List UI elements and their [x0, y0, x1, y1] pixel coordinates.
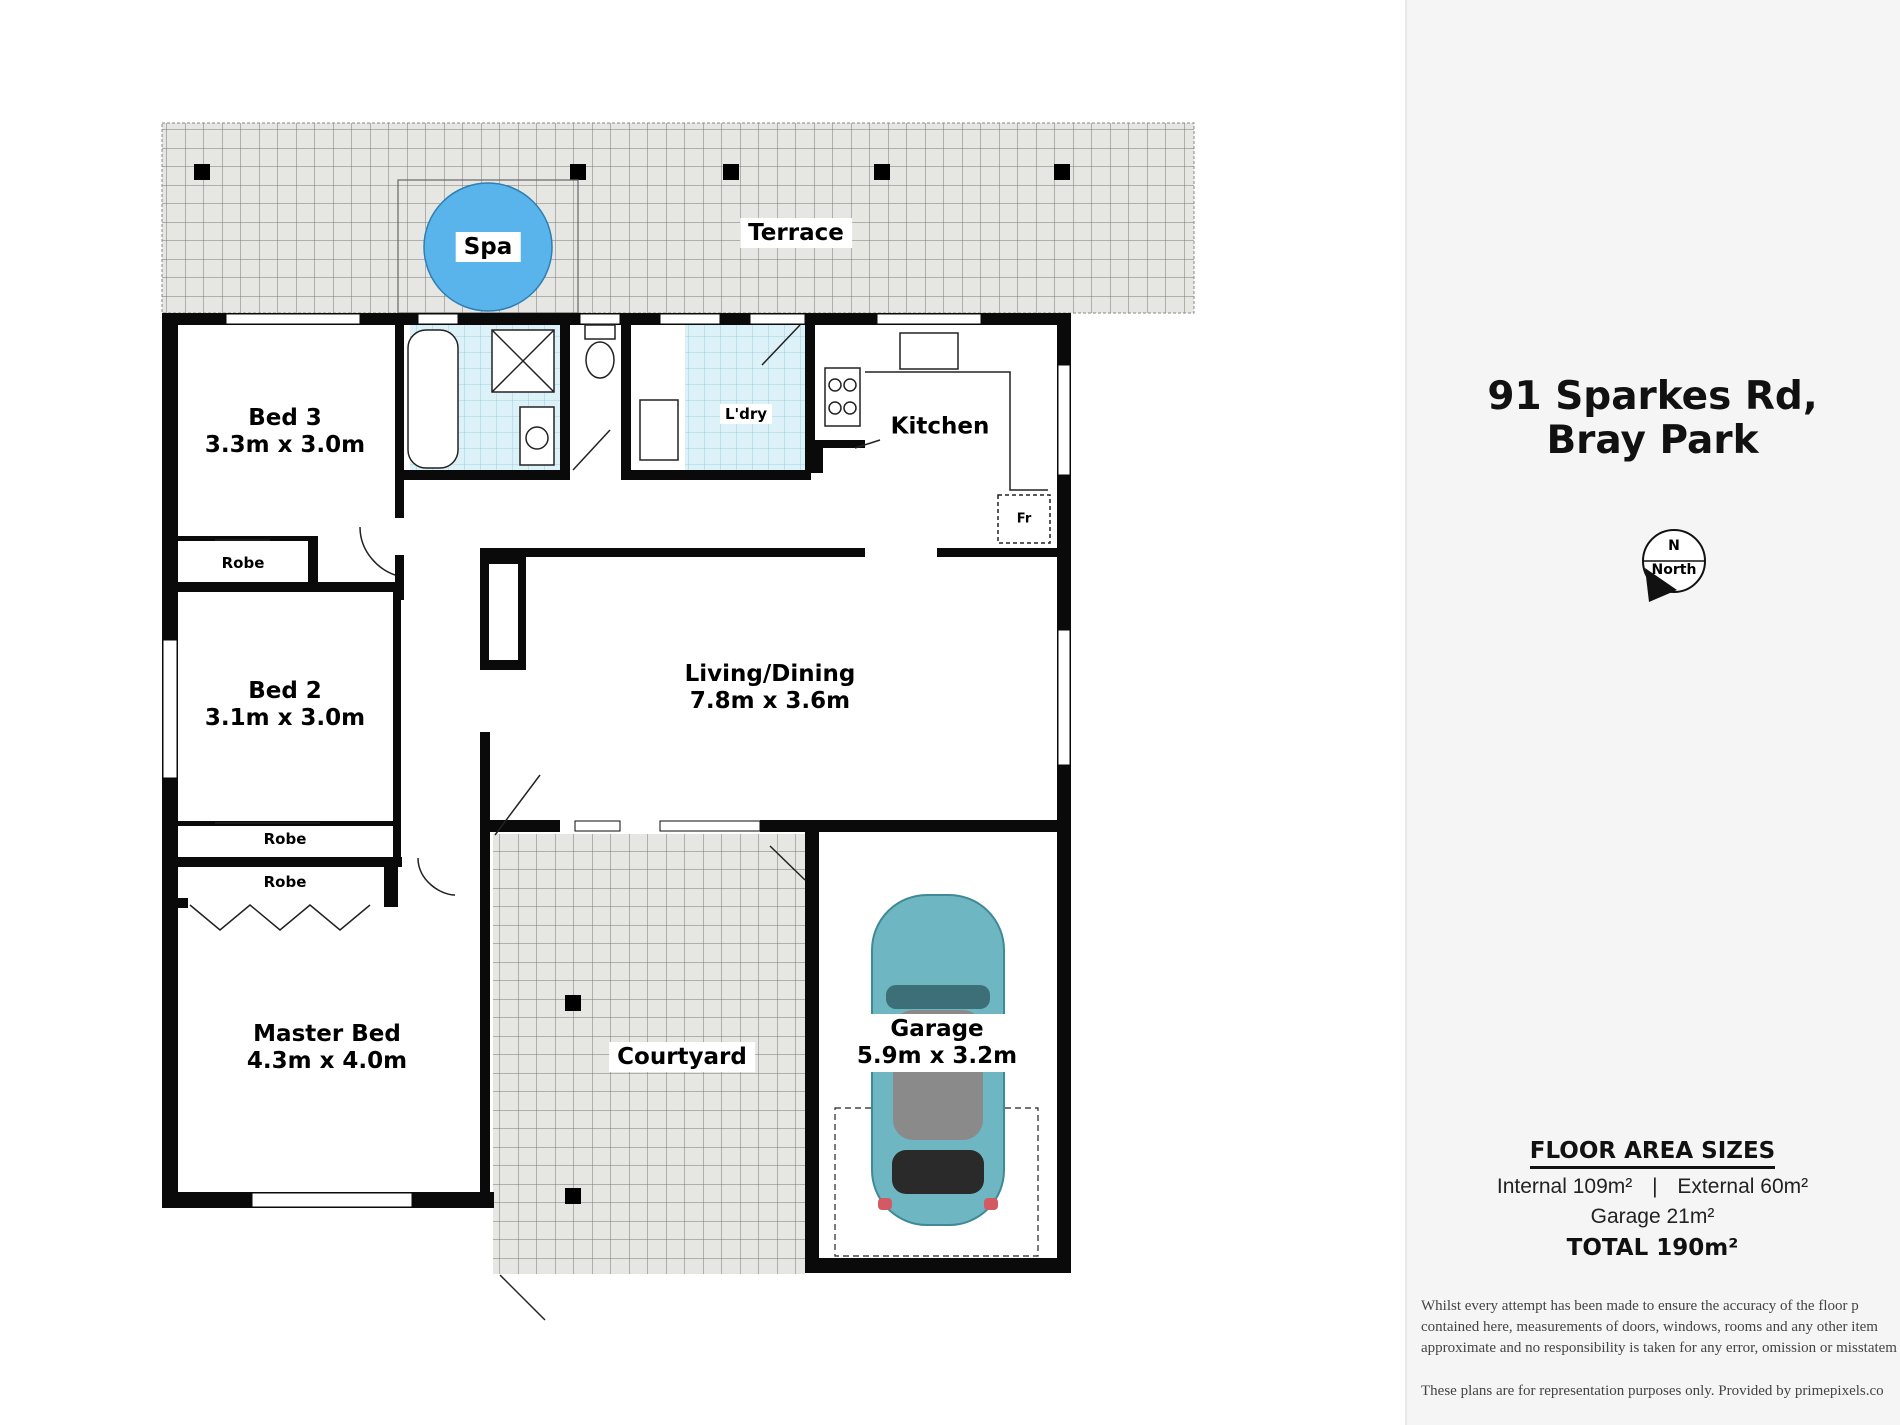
info-panel — [1405, 0, 1900, 1425]
fridge-label: Fr — [1016, 511, 1032, 527]
spa-label: Spa — [456, 232, 521, 262]
area-external: External 60m² — [1677, 1175, 1809, 1198]
bed3-label: Bed 3 3.3m x 3.0m — [204, 405, 366, 458]
robe-bed3-label: Robe — [221, 554, 265, 572]
disclaimer — [1421, 1296, 1900, 1402]
north-compass-icon — [1639, 528, 1709, 608]
terrace-label: Terrace — [740, 218, 852, 248]
disclaimer-line-1: Whilst every attempt has been made to ensure the accuracy of the floor p — [1421, 1298, 1859, 1314]
living-dining-label: Living/Dining 7.8m x 3.6m — [684, 661, 856, 714]
laundry-tiles — [685, 323, 810, 473]
compass-n: N — [1668, 538, 1680, 554]
courtyard-label: Courtyard — [609, 1042, 755, 1072]
property-address — [1405, 375, 1900, 463]
area-internal: Internal 109m² — [1496, 1175, 1633, 1198]
disclaimer-line-2: contained here, measurements of doors, windows, rooms and any other item — [1421, 1319, 1878, 1335]
kitchen-label: Kitchen — [890, 413, 990, 440]
compass-north: North — [1651, 562, 1697, 578]
area-internal-external — [1405, 1175, 1900, 1199]
address-line-2: Bray Park — [1546, 418, 1759, 463]
master-bed-label: Master Bed 4.3m x 4.0m — [246, 1021, 408, 1074]
garage-label: Garage 5.9m x 3.2m — [851, 1014, 1023, 1072]
address-line-1: 91 Sparkes Rd, — [1487, 374, 1818, 419]
area-separator: | — [1652, 1175, 1658, 1198]
robe-master-label: Robe — [263, 873, 307, 891]
laundry-label: L'dry — [720, 404, 772, 424]
floor-area-title: FLOOR AREA SIZES — [1530, 1138, 1775, 1169]
area-total: TOTAL 190m² — [1566, 1235, 1739, 1261]
disclaimer-line-4: These plans are for representation purposes only. Provided by primepixels.co — [1421, 1383, 1884, 1399]
robe-bed2-label: Robe — [263, 830, 307, 848]
area-garage: Garage 21m² — [1590, 1205, 1715, 1228]
disclaimer-line-3: approximate and no responsibility is taken for any error, omission or misstatem — [1421, 1340, 1897, 1356]
bed2-label: Bed 2 3.1m x 3.0m — [204, 678, 366, 731]
terrace-paving — [162, 123, 1194, 313]
floor-area-summary — [1405, 1138, 1900, 1261]
